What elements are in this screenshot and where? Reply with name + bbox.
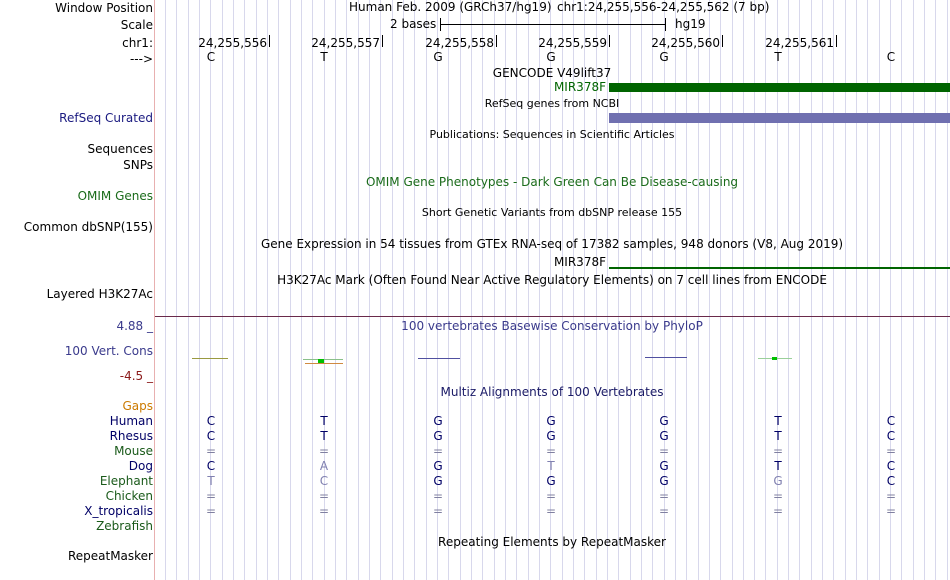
coordinate-tick bbox=[496, 35, 497, 47]
alignment-base: T bbox=[774, 459, 782, 473]
gencode-gene-bar[interactable] bbox=[609, 83, 950, 92]
grid-line bbox=[278, 0, 279, 580]
species-label-elephant[interactable]: Elephant bbox=[99, 474, 153, 488]
alignment-base: = bbox=[658, 489, 670, 503]
alignment-base: = bbox=[432, 504, 444, 518]
alignment-base: = bbox=[885, 489, 897, 503]
base-letter: G bbox=[433, 50, 443, 64]
gencode-track-title[interactable]: GENCODE V49lift37 bbox=[492, 66, 612, 80]
gtex-gene-label[interactable]: MIR378F bbox=[553, 255, 606, 269]
window-position-label: Window Position bbox=[55, 1, 153, 15]
alignment-base: G bbox=[659, 474, 669, 488]
gtex-gene-line[interactable] bbox=[609, 267, 950, 269]
alignment-base: = bbox=[658, 504, 670, 518]
grid-line bbox=[380, 0, 381, 580]
grid-line bbox=[494, 0, 495, 580]
refseq-gene-bar[interactable] bbox=[609, 113, 950, 123]
alignment-base: = bbox=[772, 444, 784, 458]
omim-track-label[interactable]: OMIM Genes bbox=[77, 189, 153, 203]
phylop-max-label: 4.88 _ bbox=[116, 319, 153, 333]
scale-label: Scale bbox=[120, 18, 153, 32]
alignment-base: C bbox=[886, 414, 896, 428]
grid-line bbox=[346, 0, 347, 580]
phylop-bar-5 bbox=[645, 357, 687, 358]
grid-line bbox=[539, 0, 540, 580]
grid-line bbox=[471, 0, 472, 580]
alignment-base: = bbox=[205, 489, 217, 503]
gencode-gene-label[interactable]: MIR378F bbox=[553, 80, 606, 94]
coordinate-tick bbox=[382, 35, 383, 47]
grid-line bbox=[176, 0, 177, 580]
gaps-label: Gaps bbox=[122, 399, 153, 413]
alignment-base: = bbox=[545, 489, 557, 503]
alignment-base: G bbox=[659, 459, 669, 473]
snps-track-label[interactable]: SNPs bbox=[123, 158, 153, 172]
coordinate-label: 24,255,561 bbox=[765, 36, 834, 50]
scale-bar-left-tick bbox=[440, 18, 441, 31]
alignment-base: C bbox=[206, 414, 216, 428]
phylop-bar-6-peak bbox=[772, 357, 777, 360]
species-label-x_tropicalis[interactable]: X_tropicalis bbox=[84, 504, 153, 518]
alignment-base: = bbox=[318, 489, 330, 503]
species-label-chicken[interactable]: Chicken bbox=[105, 489, 153, 503]
alignment-base: = bbox=[658, 444, 670, 458]
db-label: hg19 bbox=[675, 17, 706, 31]
label-divider bbox=[154, 0, 155, 580]
grid-line bbox=[482, 0, 483, 580]
base-letter: C bbox=[206, 50, 216, 64]
publications-track-title[interactable]: Publications: Sequences in Scientific Articles bbox=[429, 128, 675, 141]
coordinate-tick bbox=[836, 35, 837, 47]
alignment-base: C bbox=[886, 459, 896, 473]
base-letter: G bbox=[546, 50, 556, 64]
h3k27ac-track-label[interactable]: Layered H3K27Ac bbox=[46, 287, 153, 301]
alignment-base: = bbox=[885, 504, 897, 518]
alignment-base: T bbox=[774, 414, 782, 428]
grid-line bbox=[199, 0, 200, 580]
base-letter: C bbox=[886, 50, 896, 64]
grid-line bbox=[516, 0, 517, 580]
alignment-base: C bbox=[206, 459, 216, 473]
phylop-track-label[interactable]: 100 Vert. Cons bbox=[64, 344, 153, 358]
refseq-track-title[interactable]: RefSeq genes from NCBI bbox=[484, 97, 620, 110]
scale-text: 2 bases bbox=[390, 17, 437, 31]
grid-line bbox=[335, 0, 336, 580]
gtex-track-title[interactable]: Gene Expression in 54 tissues from GTEx RNA-seq of 17382 samples, 948 donors (V8, Aug 2019) bbox=[260, 237, 844, 251]
h3k27ac-baseline bbox=[155, 316, 950, 317]
grid-line bbox=[392, 0, 393, 580]
alignment-base: = bbox=[205, 504, 217, 518]
dbsnp-track-title[interactable]: Short Genetic Variants from dbSNP release 155 bbox=[421, 206, 683, 219]
grid-line bbox=[233, 0, 234, 580]
alignment-base: G bbox=[546, 429, 556, 443]
alignment-base: C bbox=[886, 429, 896, 443]
alignment-base: T bbox=[774, 429, 782, 443]
species-label-dog[interactable]: Dog bbox=[128, 459, 153, 473]
position-text[interactable]: chr1:24,255,556-24,255,562 (7 bp) bbox=[557, 0, 770, 14]
species-label-rhesus[interactable]: Rhesus bbox=[109, 429, 153, 443]
grid-line bbox=[607, 0, 608, 580]
scale-bar bbox=[440, 24, 665, 25]
species-label-human[interactable]: Human bbox=[109, 414, 153, 428]
species-label-mouse[interactable]: Mouse bbox=[114, 444, 153, 458]
phylop-bar-1 bbox=[192, 358, 228, 359]
alignment-base: = bbox=[545, 444, 557, 458]
alignment-base: A bbox=[319, 459, 329, 473]
coordinate-tick bbox=[609, 35, 610, 47]
alignment-base: T bbox=[320, 414, 328, 428]
alignment-base: G bbox=[659, 429, 669, 443]
grid-line bbox=[528, 0, 529, 580]
repeatmasker-track-title[interactable]: Repeating Elements by RepeatMasker bbox=[438, 535, 666, 549]
alignment-base: G bbox=[433, 459, 443, 473]
multiz-track-title[interactable]: Multiz Alignments of 100 Vertebrates bbox=[440, 385, 664, 399]
phylop-bar-2-low bbox=[305, 363, 343, 364]
alignment-base: G bbox=[546, 414, 556, 428]
coordinate-label: 24,255,558 bbox=[425, 36, 494, 50]
alignment-base: = bbox=[432, 489, 444, 503]
chrom-label: chr1: bbox=[122, 36, 153, 50]
coordinate-label: 24,255,560 bbox=[651, 36, 720, 50]
grid-line bbox=[244, 0, 245, 580]
grid-line bbox=[165, 0, 166, 580]
grid-line bbox=[358, 0, 359, 580]
grid-line bbox=[426, 0, 427, 580]
alignment-base: T bbox=[547, 459, 555, 473]
phylop-track-title[interactable]: 100 vertebrates Basewise Conservation by PhyloP bbox=[401, 319, 703, 333]
alignment-base: = bbox=[318, 504, 330, 518]
alignment-base: G bbox=[659, 414, 669, 428]
grid-line bbox=[290, 0, 291, 580]
grid-line bbox=[460, 0, 461, 580]
species-label-zebrafish[interactable]: Zebrafish bbox=[96, 519, 153, 533]
alignment-base: C bbox=[319, 474, 329, 488]
base-letter: G bbox=[659, 50, 669, 64]
base-letter: T bbox=[320, 50, 328, 64]
alignment-base: = bbox=[772, 489, 784, 503]
alignment-base: = bbox=[205, 444, 217, 458]
base-letter: T bbox=[774, 50, 782, 64]
grid-line bbox=[505, 0, 506, 580]
repeatmasker-track-label[interactable]: RepeatMasker bbox=[67, 549, 153, 563]
strand-label: ---> bbox=[129, 52, 153, 66]
dbsnp-track-label[interactable]: Common dbSNP(155) bbox=[23, 220, 153, 234]
coordinate-label: 24,255,557 bbox=[311, 36, 380, 50]
alignment-base: = bbox=[545, 504, 557, 518]
grid-line bbox=[414, 0, 415, 580]
coordinate-label: 24,255,556 bbox=[198, 36, 267, 50]
grid-line bbox=[222, 0, 223, 580]
alignment-base: G bbox=[433, 414, 443, 428]
grid-line bbox=[448, 0, 449, 580]
alignment-base: T bbox=[320, 429, 328, 443]
grid-line bbox=[301, 0, 302, 580]
alignment-base: T bbox=[207, 474, 215, 488]
alignment-base: G bbox=[546, 474, 556, 488]
h3k27ac-track-title[interactable]: H3K27Ac Mark (Often Found Near Active Regulatory Elements) on 7 cell lines from ENCODE bbox=[277, 273, 827, 287]
assembly-title: Human Feb. 2009 (GRCh37/hg19) bbox=[349, 0, 552, 14]
omim-track-title[interactable]: OMIM Gene Phenotypes - Dark Green Can Be Disease-causing bbox=[365, 175, 739, 189]
alignment-base: G bbox=[433, 429, 443, 443]
alignment-base: = bbox=[885, 444, 897, 458]
alignment-base: G bbox=[433, 474, 443, 488]
grid-line bbox=[369, 0, 370, 580]
phylop-min-label: -4.5 _ bbox=[119, 369, 153, 383]
alignment-base: = bbox=[772, 504, 784, 518]
sequences-track-label[interactable]: Sequences bbox=[87, 142, 153, 156]
refseq-track-label[interactable]: RefSeq Curated bbox=[59, 111, 153, 125]
grid-line bbox=[267, 0, 268, 580]
coordinate-label: 24,255,559 bbox=[538, 36, 607, 50]
alignment-base: C bbox=[886, 474, 896, 488]
scale-bar-right-tick bbox=[665, 18, 666, 31]
coordinate-tick bbox=[269, 35, 270, 47]
alignment-base: = bbox=[318, 444, 330, 458]
phylop-bar-3 bbox=[418, 358, 460, 359]
grid-line bbox=[403, 0, 404, 580]
alignment-base: C bbox=[206, 429, 216, 443]
alignment-base: = bbox=[432, 444, 444, 458]
alignment-base: G bbox=[773, 474, 783, 488]
coordinate-tick bbox=[722, 35, 723, 47]
grid-line bbox=[312, 0, 313, 580]
grid-line bbox=[188, 0, 189, 580]
grid-line bbox=[256, 0, 257, 580]
